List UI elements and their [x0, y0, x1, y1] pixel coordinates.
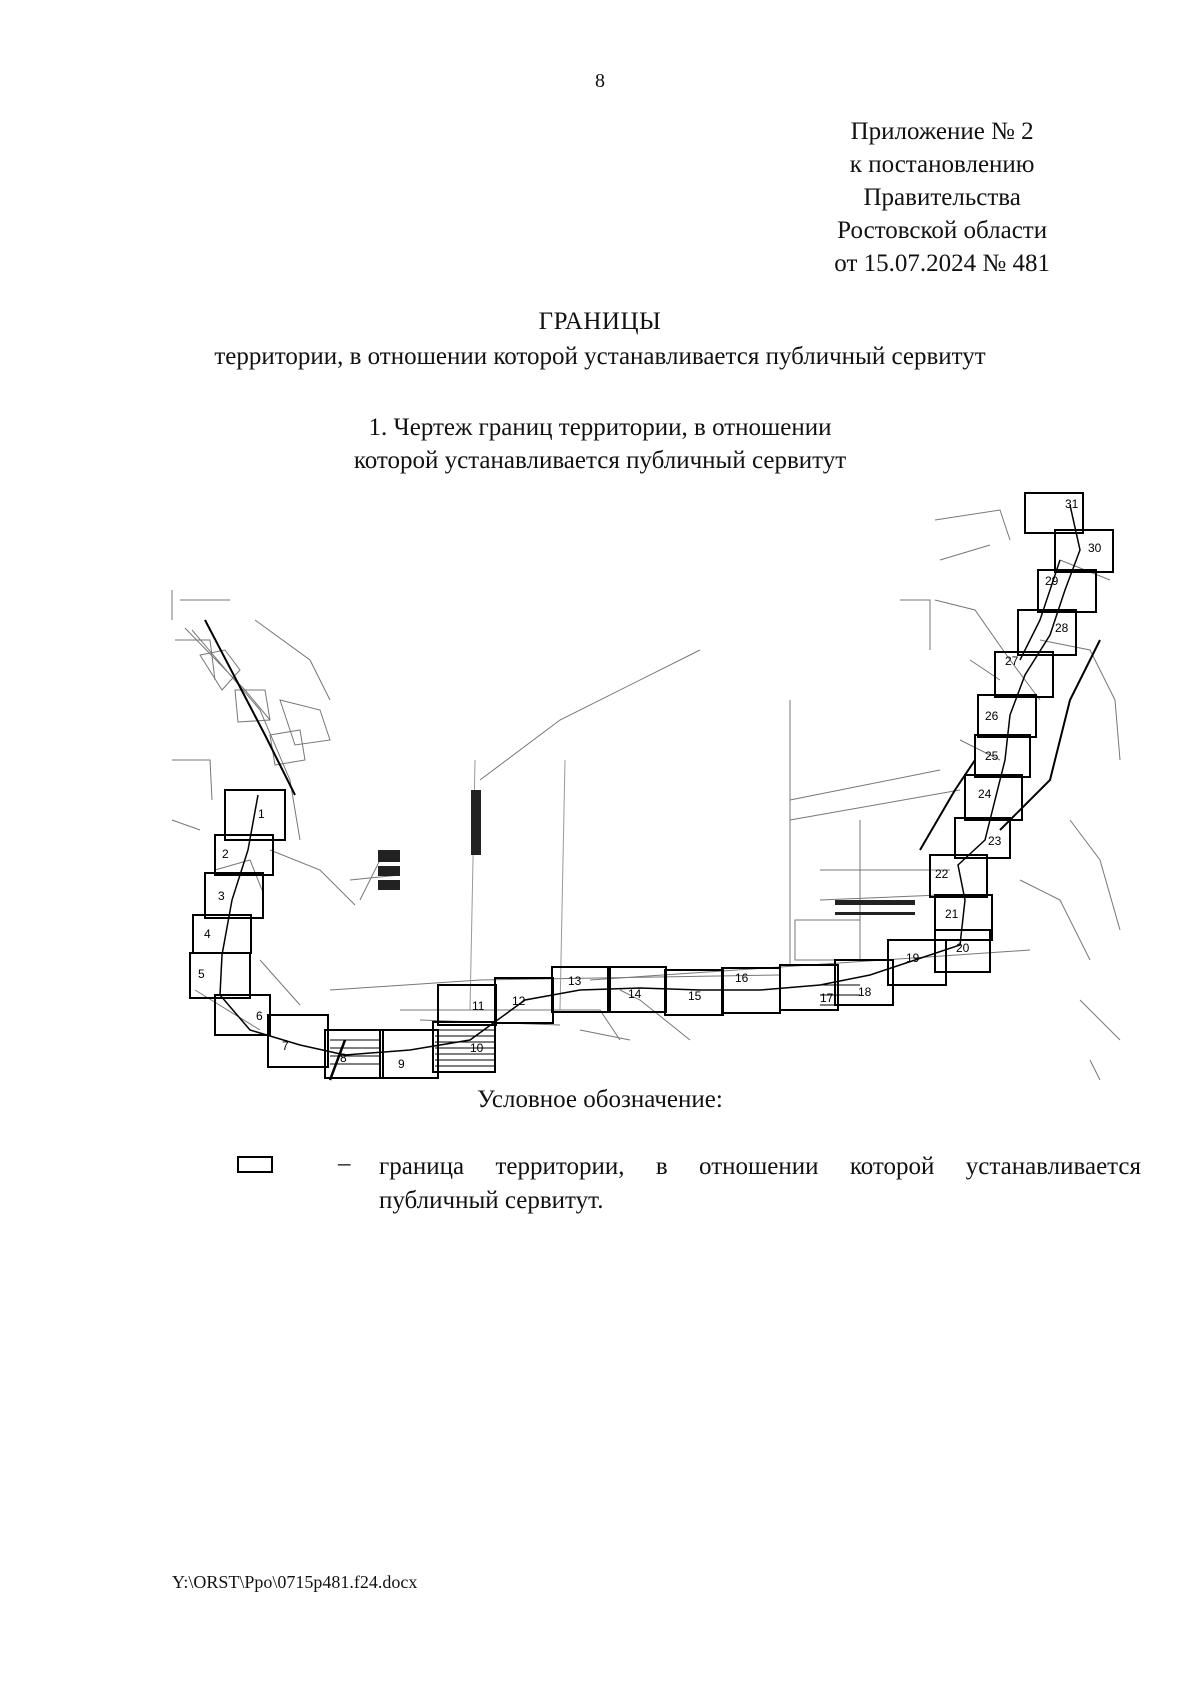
boundary-map	[168, 480, 1130, 1085]
appendix-line: к постановлению	[849, 151, 1035, 178]
plot-label: 8	[340, 1051, 347, 1065]
plot-label: 20	[956, 941, 970, 955]
plot-label: 10	[470, 1041, 484, 1055]
legend-title: Условное обозначение:	[477, 1086, 723, 1113]
appendix-block	[834, 115, 1050, 280]
page-number: 8	[595, 70, 605, 92]
plot-labels	[198, 497, 1102, 1071]
section-title	[0, 411, 1200, 477]
plot-boundary	[965, 775, 1022, 820]
plot-label: 19	[906, 951, 920, 965]
section-title-line: 1. Чертеж границ территории, в отношении	[368, 414, 832, 441]
document-subtitle: территории, в отношении которой устанавливается публичный сервитут	[214, 343, 986, 370]
footer-file-path: Y:\ORST\Ppo\0715p481.f24.docx	[172, 1572, 418, 1592]
appendix-line: Ростовской области	[837, 217, 1048, 244]
plot-label: 28	[1055, 621, 1069, 635]
plot-boundary	[955, 818, 1010, 858]
plot-label: 22	[935, 867, 949, 881]
plot-label: 31	[1065, 497, 1079, 511]
plot-boundary	[995, 652, 1053, 697]
section-title-line: которой устанавливается публичный сервитут	[353, 447, 847, 474]
plot-label: 2	[222, 847, 229, 861]
plot-label: 23	[988, 834, 1002, 848]
plot-label: 29	[1045, 574, 1059, 588]
document-title: ГРАНИЦЫ	[538, 308, 662, 335]
plot-boundary	[438, 985, 496, 1025]
plot-label: 7	[282, 1039, 289, 1053]
plot-label: 4	[204, 927, 211, 941]
plot-boundary	[193, 915, 251, 953]
plot-label: 17	[820, 991, 834, 1005]
plot-label: 6	[256, 1009, 263, 1023]
plot-label: 26	[985, 709, 999, 723]
plot-label: 30	[1088, 541, 1102, 555]
plot-label: 15	[688, 989, 702, 1003]
plot-label: 18	[858, 985, 872, 999]
plot-label: 24	[978, 787, 992, 801]
plot-label: 1	[258, 807, 265, 821]
boundary-legend-symbol	[237, 1156, 273, 1173]
plot-label: 11	[472, 999, 485, 1013]
plot-label: 21	[945, 907, 959, 921]
plot-label: 27	[1005, 654, 1019, 668]
plot-label: 16	[735, 971, 749, 985]
appendix-line: Правительства	[863, 184, 1021, 211]
plot-label: 3	[218, 889, 225, 903]
plot-label: 14	[628, 987, 642, 1001]
boundary-plots	[190, 493, 1113, 1078]
plot-boundary	[380, 1030, 438, 1078]
plot-label: 13	[568, 974, 582, 988]
plot-label: 25	[985, 749, 999, 763]
appendix-line: Приложение № 2	[850, 118, 1034, 145]
plot-label: 5	[198, 967, 205, 981]
plot-label: 12	[512, 994, 526, 1008]
appendix-line: от 15.07.2024 № 481	[834, 250, 1050, 277]
legend-dash: –	[338, 1150, 351, 1177]
legend-description: граница территории, в отношении которой устанавливается публичный сервитут.	[379, 1153, 1141, 1214]
plot-label: 9	[398, 1057, 405, 1071]
plot-boundary	[268, 1015, 328, 1067]
plot-boundary	[1055, 530, 1113, 572]
map-buildings	[378, 790, 915, 915]
